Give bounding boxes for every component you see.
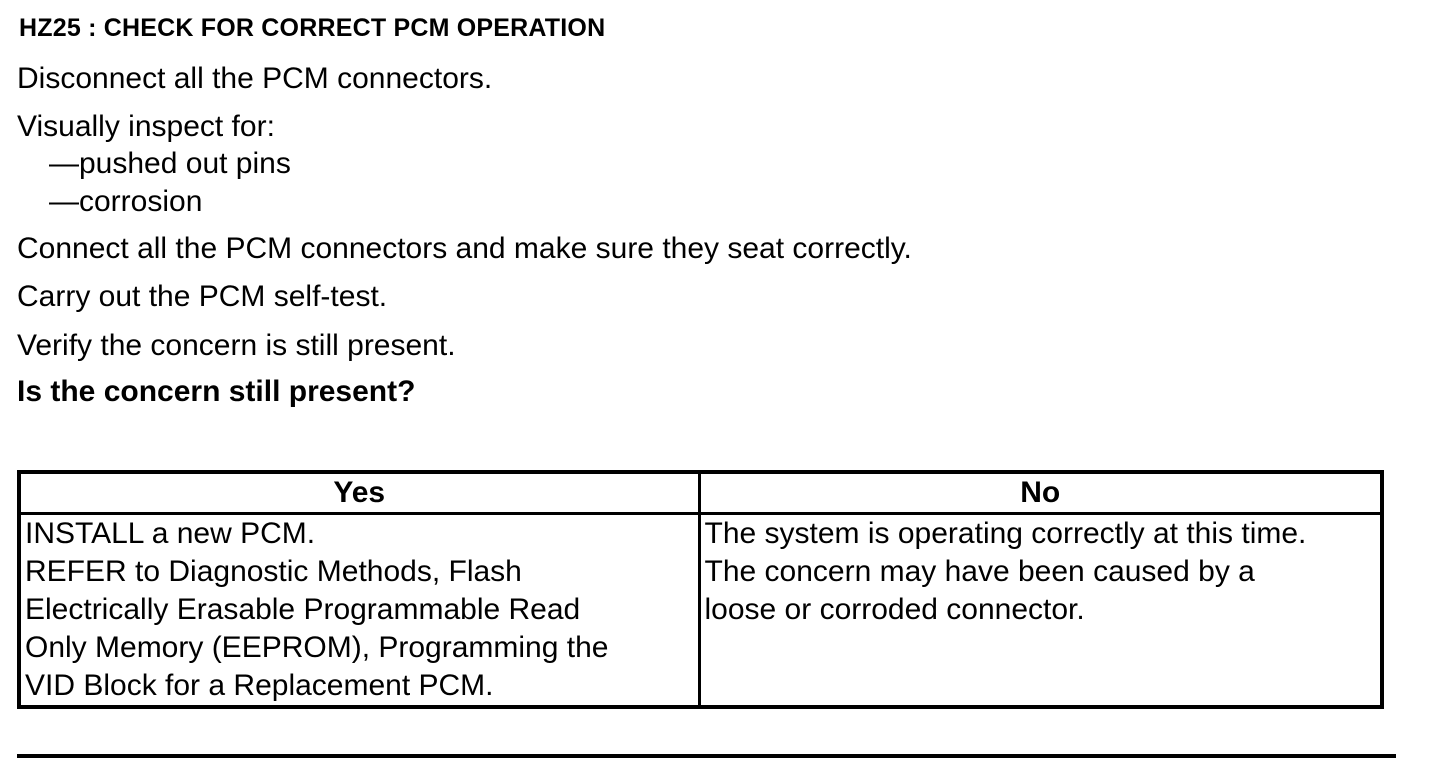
step-disconnect: Disconnect all the PCM connectors. [17, 62, 493, 95]
yes-line: Electrically Erasable Programmable Read [25, 593, 581, 626]
no-line: loose or corroded connector. [704, 593, 1085, 626]
table-header-row [19, 472, 1382, 514]
no-cell [699, 514, 1382, 708]
step-verify: Verify the concern is still present. [17, 329, 456, 362]
step-heading: HZ25 : CHECK FOR CORRECT PCM OPERATION [19, 14, 606, 42]
yes-header: Yes [19, 472, 699, 514]
no-header: No [699, 472, 1382, 514]
step-selftest: Carry out the PCM self-test. [17, 280, 388, 313]
step-question: Is the concern still present? [17, 375, 416, 408]
yes-line: Only Memory (EEPROM), Programming the [25, 631, 609, 664]
yes-line: INSTALL a new PCM. [25, 517, 316, 550]
step-inspect: Visually inspect for: [17, 110, 275, 143]
inspect-item-corrosion: —corrosion [49, 185, 203, 218]
table-row [19, 514, 1382, 708]
no-line: The system is operating correctly at this time. [704, 517, 1307, 550]
yes-cell [19, 514, 699, 708]
no-line: The concern may have been caused by a [704, 555, 1255, 588]
step-connect: Connect all the PCM connectors and make sure they seat correctly. [17, 232, 912, 265]
yes-line: REFER to Diagnostic Methods, Flash [25, 555, 522, 588]
bottom-divider [17, 754, 1396, 758]
inspect-item-pushed-pins: —pushed out pins [49, 147, 291, 180]
yes-line: VID Block for a Replacement PCM. [25, 669, 494, 702]
yes-no-table [17, 470, 1384, 709]
